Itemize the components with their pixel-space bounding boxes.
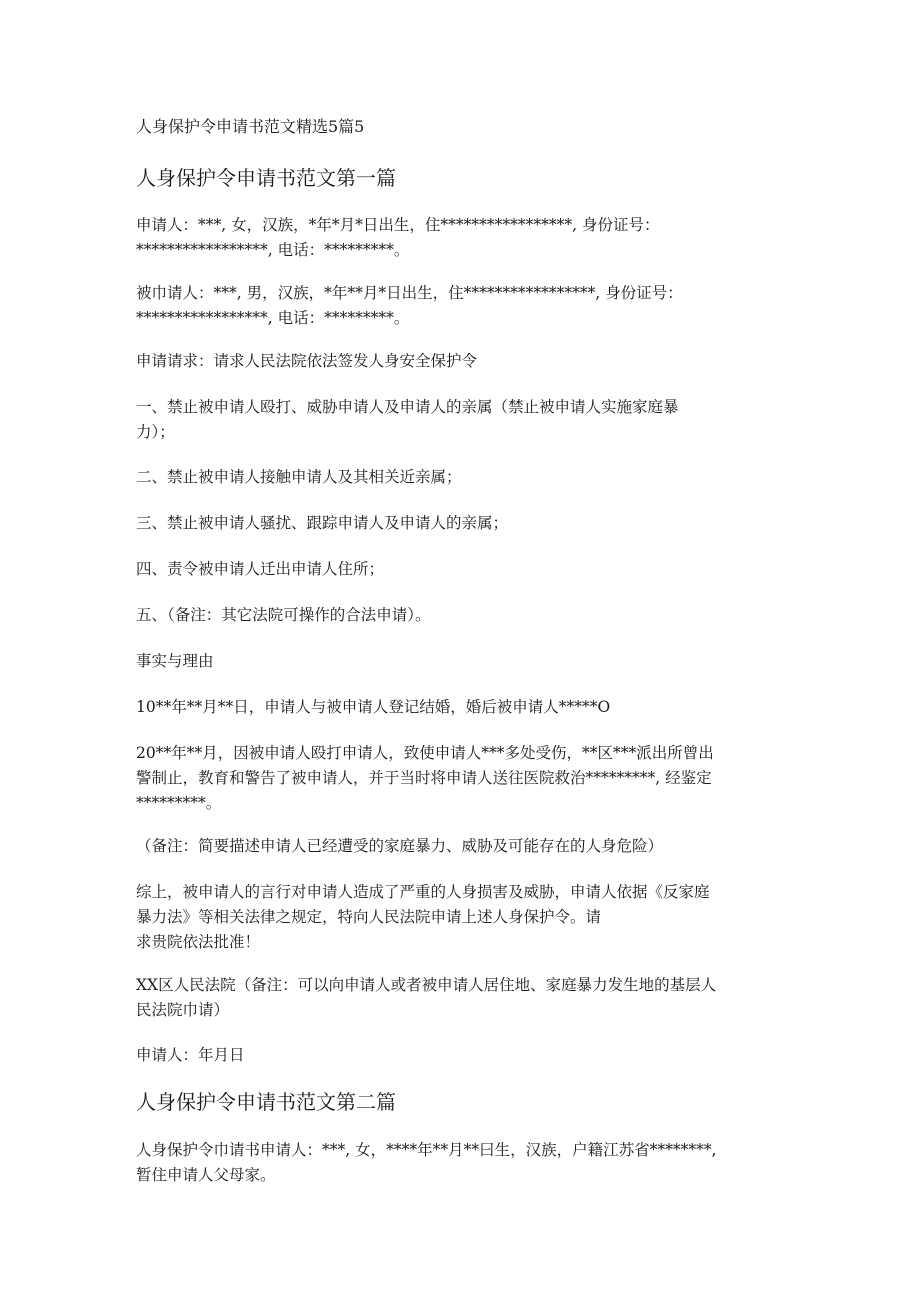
text-line: 求贵院依法批准！ xyxy=(136,933,261,951)
section-heading-2: 人身保护令申请书范文第二篇 xyxy=(136,1090,396,1114)
request-paragraph xyxy=(136,349,776,374)
request-item-5 xyxy=(136,603,776,628)
signature-line xyxy=(136,1043,776,1068)
text-line: XX区人民法院（备注：可以向申请人或者被申请人居住地、家庭暴力发生地的基层人 xyxy=(136,976,717,994)
text-line: 人身保护令巾请书申请人：***, 女，****年**月**曰生，汉族，户籍江苏省********, xyxy=(136,1141,717,1159)
conclusion-paragraph xyxy=(136,880,776,955)
text-line: 五、（备注：其它法院可操作的合法申请）。 xyxy=(136,606,431,624)
request-item-3 xyxy=(136,511,776,536)
text-line: *********。 xyxy=(136,794,222,812)
text-line: *****************, 电话：*********。 xyxy=(136,309,410,327)
text-line: 申请请求：请求人民法院依法签发人身安全保护令 xyxy=(136,352,478,370)
request-item-2 xyxy=(136,465,776,490)
text-line: （备注：简要描述申请人已经遭受的家庭暴力、威胁及可能存在的人身危险） xyxy=(136,837,664,855)
request-item-4 xyxy=(136,557,776,582)
text-line: 三、禁止被申请人骚扰、跟踪申请人及申请人的亲属； xyxy=(136,514,509,532)
text-line: 10**年**月**日，申请人与被申请人登记结婚，婚后被申请人*****O xyxy=(136,698,611,716)
fact-paragraph-2 xyxy=(136,741,776,816)
applicant-paragraph xyxy=(136,213,776,263)
text-line: 暴力法》等相关法律之规定，特向人民法院申请上述人身保护令。请 xyxy=(136,908,602,926)
request-item-1 xyxy=(136,395,776,445)
text-line: 被巾请人：***, 男，汉族，*年**月*日出生，住*****************, 身份证号： xyxy=(136,284,683,302)
text-line: 综上，被申请人的言行对申请人造成了严重的人身损害及威胁，申请人依据《反家庭 xyxy=(136,883,710,901)
section2-intro-paragraph xyxy=(136,1138,776,1188)
text-line: 民法院巾请） xyxy=(136,1001,230,1019)
text-line: 二、禁止被申请人接触申请人及其相关近亲属； xyxy=(136,468,462,486)
text-line: 警制止，教育和警告了被申请人，并于当时将申请人送往医院救治*********, 经鉴定 xyxy=(136,769,712,787)
text-line: 申请人：年月日 xyxy=(136,1046,245,1064)
text-line: *****************, 电话：*********。 xyxy=(136,241,410,259)
document-title: 人身保护令申请书范文精选5篇5 xyxy=(136,117,365,136)
section-heading-1: 人身保护令申请书范文第一篇 xyxy=(136,166,396,190)
text-line: 力）； xyxy=(136,423,175,441)
note-paragraph xyxy=(136,834,776,859)
text-line: 一、禁止被申请人殴打、威胁申请人及申请人的亲属（禁止被申请人实施家庭暴 xyxy=(136,398,679,416)
respondent-paragraph xyxy=(136,281,776,331)
fact-paragraph-1 xyxy=(136,695,776,720)
text-line: 暂住申请人父母家。 xyxy=(136,1166,276,1184)
text-line: 四、责令被申请人迁出申请人住所； xyxy=(136,560,385,578)
text-line: 申请人：***, 女，汉族，*年*月*日出生，住*****************, 身份证号： xyxy=(136,216,660,234)
facts-heading xyxy=(136,649,776,674)
court-paragraph xyxy=(136,973,776,1023)
text-line: 20**年**月，因被申请人殴打申请人，致使申请人***多处受伤，**区***派出所曾出 xyxy=(136,744,714,762)
text-line: 事实与理由 xyxy=(136,652,214,670)
